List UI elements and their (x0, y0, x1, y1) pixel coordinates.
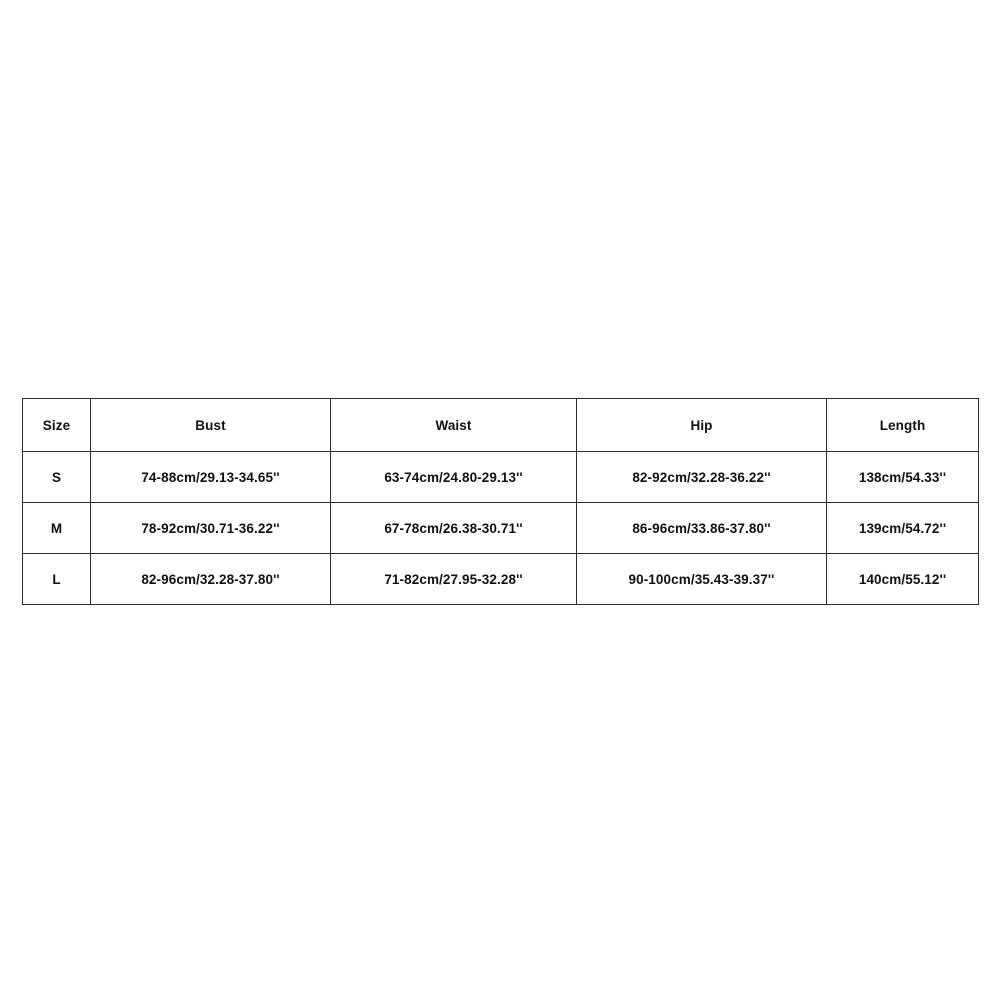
cell-size: M (23, 503, 91, 554)
cell-length: 140cm/55.12'' (827, 554, 979, 605)
cell-length: 138cm/54.33'' (827, 452, 979, 503)
column-header-bust: Bust (91, 399, 331, 452)
cell-hip: 90-100cm/35.43-39.37'' (577, 554, 827, 605)
column-header-length: Length (827, 399, 979, 452)
cell-hip: 82-92cm/32.28-36.22'' (577, 452, 827, 503)
cell-length: 139cm/54.72'' (827, 503, 979, 554)
table-header-row (23, 399, 979, 452)
cell-bust: 74-88cm/29.13-34.65'' (91, 452, 331, 503)
cell-waist: 63-74cm/24.80-29.13'' (331, 452, 577, 503)
column-header-hip: Hip (577, 399, 827, 452)
cell-bust: 78-92cm/30.71-36.22'' (91, 503, 331, 554)
cell-waist: 67-78cm/26.38-30.71'' (331, 503, 577, 554)
column-header-size: Size (23, 399, 91, 452)
table-row (23, 554, 979, 605)
cell-size: S (23, 452, 91, 503)
cell-waist: 71-82cm/27.95-32.28'' (331, 554, 577, 605)
cell-bust: 82-96cm/32.28-37.80'' (91, 554, 331, 605)
size-chart-table (22, 398, 979, 605)
table-row (23, 503, 979, 554)
size-chart-container (22, 398, 978, 605)
column-header-waist: Waist (331, 399, 577, 452)
table-row (23, 452, 979, 503)
cell-size: L (23, 554, 91, 605)
cell-hip: 86-96cm/33.86-37.80'' (577, 503, 827, 554)
